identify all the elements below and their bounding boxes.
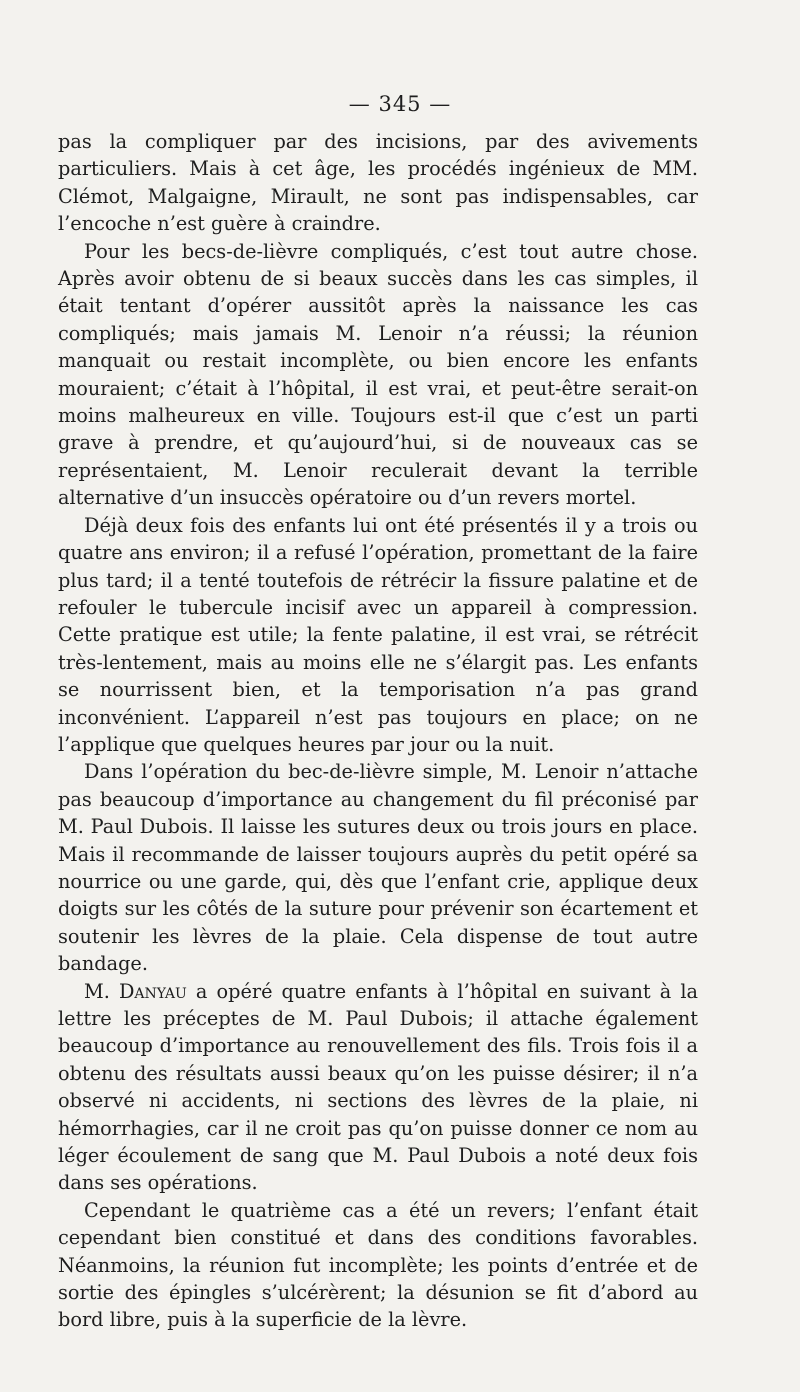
paragraph-2: Pour les becs-de-lièvre compliqués, c’est tout autre chose. Après avoir obtenu de si beaux succès dans les cas simples, il était tentant d’opérer aussitôt après la naissance les cas compliqués; mais jamais M. Lenoir n’a réussi; la réunion manquait ou restait incomplète, ou bien encore les enfants mouraient; c’était à l’hôpital, il est vrai, et peut-être serait-on moins malheureux en ville. Toujours est-il que c’est un parti grave à prendre, et qu’aujourd’hui, si de nouveaux cas se représentaient, M. Lenoir reculerait devant la terrible alternative d’un insuccès opératoire ou d’un revers mortel. [58,239,698,510]
paragraph-4: Dans l’opération du bec-de-lièvre simple, M. Lenoir n’attache pas beaucoup d’importance au changement du fil préconisé par M. Paul Dubois. Il laisse les sutures deux ou trois jours en place. Mais il recommande de laisser toujours auprès du petit opéré sa nourrice ou une garde, qui, dès que l’enfant crie, applique deux doigts sur les côtés de la suture pour prévenir son écartement et soutenir les lèvres de la plaie. Cela dispense de tout autre bandage. [58,760,698,976]
author-name-danyau: Danyau [118,979,187,1003]
paragraph-3: Déjà deux fois des enfants lui ont été présentés il y a trois ou quatre ans environ; il a refusé l’opération, promettant de la faire plus tard; il a tenté toutefois de rétrécir la fissure palatine et de refouler le tubercule incisif avec un appareil à compression. Cette pratique est utile; la fente palatine, il est vrai, se rétrécit très-lentement, mais au moins elle ne s’élargit pas. Les enfants se nourrissent bien, et la temporisation n’a pas grand inconvénient. L’appareil n’est pas toujours en place; on ne l’applique que quelques heures par jour ou la nuit. [58,513,698,756]
body-text [58,128,698,1334]
paragraph-5 [58,978,698,1197]
page-number: — 345 — [348,92,452,116]
paragraph-6: Cependant le quatrième cas a été un revers; l’enfant était cependant bien constitué et dans des conditions favorables. Néanmoins, la réunion fut incomplète; les points d’entrée et de sortie des épingles s’ulcérèrent; la désunion se fit d’abord au bord libre, puis à la superficie de la lèvre. [58,1198,698,1332]
paragraph-5-body: a opéré quatre enfants à l’hôpital en suivant à la lettre les préceptes de M. Paul Dubois; il attache également beaucoup d’importance au renouvellement des fils. Trois fois il a obtenu des résultats aussi beaux qu’on les puisse désirer; il n’a observé ni accidents, ni sections des lèvres de la plaie, ni hémorrhagies, car il ne croit pas qu’on puisse donner ce nom au léger écoulement de sang que M. Paul Dubois a noté deux fois dans ses opérations. [58,979,698,1195]
paragraph-5-lead: M. [84,979,119,1003]
paragraph-1: pas la compliquer par des incisions, par des avivements particuliers. Mais à cet âge, les procédés ingénieux de MM. Clémot, Malgaigne, Mirault, ne sont pas indispensables, car l’encoche n’est guère à craindre. [58,130,698,236]
